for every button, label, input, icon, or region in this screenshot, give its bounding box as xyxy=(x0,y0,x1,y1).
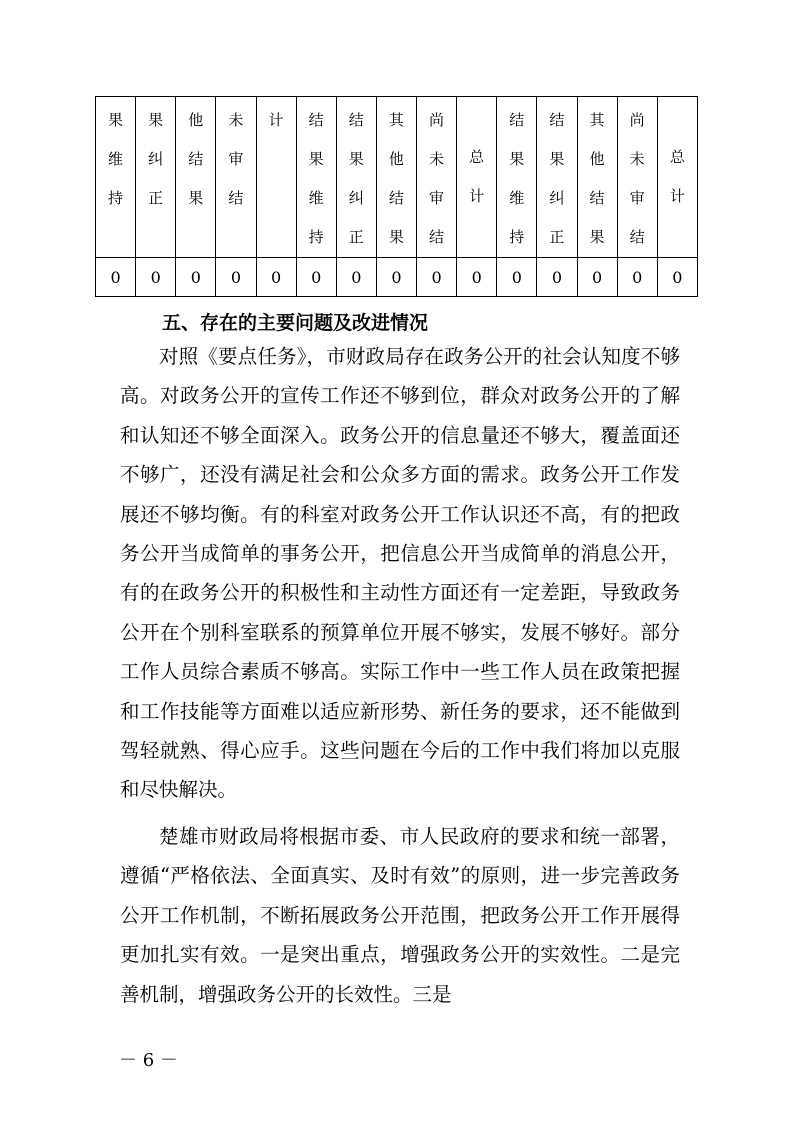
value-cell: 0 xyxy=(96,258,136,297)
value-cell: 0 xyxy=(256,258,296,297)
header-label: 未审结 xyxy=(228,111,244,207)
body-paragraph: 对照《要点任务》，市财政局存在政务公开的社会认知度不够高。对政务公开的宣传工作还不够到位，群众对政务公开的了解和认知还不够全面深入。政务公开的信息量还不够大，覆盖面还不够广，还没有满足社会和公众多方面的需求。政务公开工作发展还不够均衡。有的科室对政务公开工作认识还不高，有的把政务公开当成简单的事务公开，把信息公开当成简单的消息公开，有的在政务公开的积极性和主动性方面还有一定差距，导致政务公开在个别科室联系的预算单位开展不够实，发展不够好。部分工作人员综合素质不够高。实际工作中一些工作人员在政策把握和工作技能等方面难以适应新形势、新任务的要求，还不能做到驾轻就熟、得心应手。这些问题在今后的工作中我们将加以克服和尽快解决。 xyxy=(120,345,680,802)
header-label: 果维持 xyxy=(108,111,124,207)
header-cell xyxy=(296,97,336,258)
header-cell xyxy=(96,97,136,258)
header-label: 结果纠正 xyxy=(348,111,364,246)
header-label: 其他结果 xyxy=(388,111,404,246)
value-cell: 0 xyxy=(296,258,336,297)
value-cell: 0 xyxy=(577,258,617,297)
header-cell xyxy=(136,97,176,258)
header-label: 计 xyxy=(268,111,284,129)
value-cell: 0 xyxy=(537,258,577,297)
header-label: 其他结果 xyxy=(589,111,605,246)
value-cell: 0 xyxy=(376,258,416,297)
value-cell: 0 xyxy=(457,258,497,297)
header-cell xyxy=(457,97,497,258)
value-cell: 0 xyxy=(617,258,657,297)
header-cell xyxy=(657,97,697,258)
value-cell: 0 xyxy=(136,258,176,297)
table-header-row xyxy=(96,97,698,258)
header-label: 结果纠正 xyxy=(549,111,565,246)
value-cell: 0 xyxy=(176,258,216,297)
header-cell xyxy=(256,97,296,258)
header-label: 总计 xyxy=(469,148,485,205)
body-paragraph: 楚雄市财政局将根据市委、市人民政府的要求和统一部署，遵循“严格依法、全面真实、及时有效”的原则，进一步完善政务公开工作机制，不断拓展政务公开范围，把政务公开工作开展得更加扎实有效。一是突出重点，增强政务公开的实效性。二是完善机制，增强政务公开的长效性。三是 xyxy=(120,825,680,1006)
header-label: 他结果 xyxy=(188,111,204,207)
table-value-row xyxy=(96,258,698,297)
header-cell xyxy=(577,97,617,258)
statistics-table xyxy=(95,96,698,297)
value-cell: 0 xyxy=(216,258,256,297)
header-label: 结果维持 xyxy=(308,111,324,246)
section-heading: 五、存在的主要问题及改进情况 xyxy=(162,312,429,334)
page-number: － 6 － xyxy=(119,1050,178,1071)
header-cell xyxy=(336,97,376,258)
header-cell xyxy=(537,97,577,258)
value-cell: 0 xyxy=(497,258,537,297)
header-cell xyxy=(497,97,537,258)
value-cell: 0 xyxy=(336,258,376,297)
header-cell xyxy=(176,97,216,258)
header-label: 尚未审结 xyxy=(629,111,645,246)
value-cell: 0 xyxy=(417,258,457,297)
header-cell xyxy=(617,97,657,258)
header-cell xyxy=(417,97,457,258)
header-label: 尚未审结 xyxy=(429,111,445,246)
header-label: 总计 xyxy=(669,148,685,205)
header-label: 果纠正 xyxy=(148,111,164,207)
header-cell xyxy=(216,97,256,258)
value-cell: 0 xyxy=(657,258,697,297)
header-label: 结果维持 xyxy=(509,111,525,246)
header-cell xyxy=(376,97,416,258)
